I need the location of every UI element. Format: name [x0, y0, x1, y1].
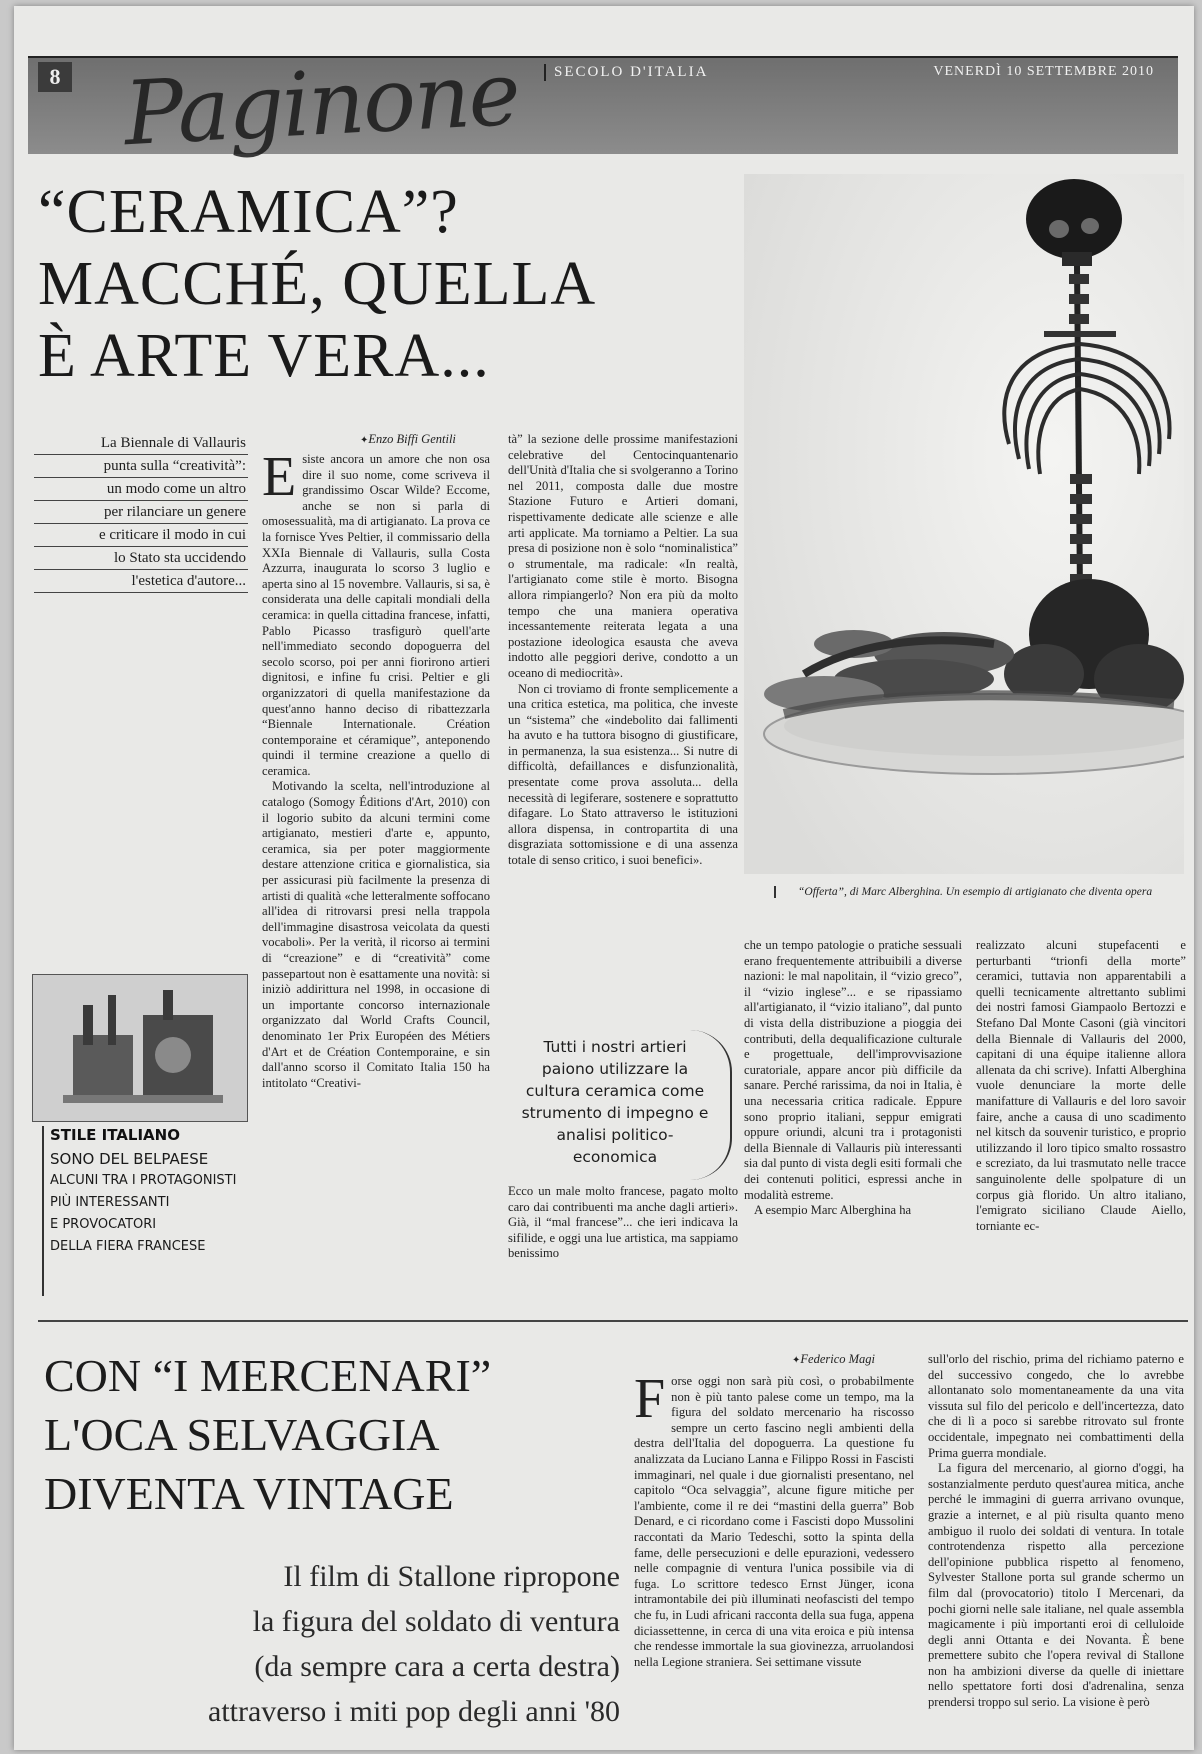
sculpture-photo [744, 174, 1184, 874]
second-article-column-1 [634, 1368, 914, 1670]
article-column-2-tail [508, 1184, 738, 1262]
paragraph: Non ci troviamo di fronte semplicemente a una critica estetica, ma politica, che investe un “sistema” che «indebolito dai fallimenti ha avuto e ha tuttora bisogno di giustificare, in permanenza, la sua esistenza... Si nutre di difficoltà, defaillances e disfunzionalità, presentate come prova assoluta... della necessità di legiferare, sostenere e soprattutto difagare. Lo Stato attraverso le istituzioni allora dispensa, in contropartita di una disgraziata sottomissione e di una assenza totale di senso critico, i suoi benefici». [508, 681, 738, 868]
paragraph: La figura del mercenario, al giorno d'oggi, ha sostanzialmente perduto quest'aurea mitica, anche perché le immagini di guerra arrivano ovunque, grazie a internet, e al più risulta quanto meno ambiguo il ruolo dei soldati di ventura. In totale controtendenza rispetto alla percezione dell'opinione pubblica rispetto al fenomeno, Sylvester Stallone porta sul grande schermo un film dal (provocatorio) titolo I Mercenari, da pochi giorni nelle sale italiane, nel quale assembla magicamente i più importanti eroi di celluloide degli anni Ottanta e dei Novanta. È bene premettere subito che l'opera revival di Stallone non ha ambizioni diverse da quelle di iniettare nello spettatore forti dosi d'adrenalina, senza prendersi troppo sul serio. La visione è però [928, 1461, 1184, 1710]
article-column-3 [744, 938, 962, 1219]
second-article-headline [44, 1346, 624, 1523]
article-byline: ✦ Enzo Biffi Gentili [360, 432, 456, 447]
summary-line: e criticare il modo in cui [34, 524, 248, 547]
issue-date: VENERDÌ 10 SETTEMBRE 2010 [933, 64, 1154, 79]
headline-line: L'OCA SELVAGGIA [44, 1409, 440, 1460]
summary-line: l'estetica d'autore... [34, 570, 248, 593]
second-article-column-2 [928, 1352, 1184, 1711]
deck-line: attraverso i miti pop degli anni '80 [208, 1695, 620, 1728]
article-divider [38, 1320, 1188, 1322]
box-line: DELLA FIERA FRANCESE [50, 1239, 206, 1254]
newspaper-page [14, 6, 1194, 1750]
summary-line: un modo come un altro [34, 478, 248, 501]
article-column-1 [262, 446, 491, 1091]
deck-line: la figura del soldato di ventura [252, 1605, 620, 1638]
headline-line: “CERAMICA”? [38, 178, 459, 246]
headline-line: MACCHÉ, QUELLA [38, 250, 597, 318]
summary-line: lo Stato sta uccidendo [34, 547, 248, 570]
article-column-2 [508, 432, 738, 869]
newspaper-name: SECOLO D'ITALIA [544, 64, 708, 81]
box-title: STILE ITALIANO [50, 1126, 180, 1144]
photo-caption: “Offerta”, di Marc Alberghina. Un esempio di artigianato che diventa opera [774, 886, 1194, 898]
second-article-deck [40, 1554, 620, 1734]
paragraph: Ecco un male molto francese, pagato molto caro dai contribuenti ma anche dagli artieri». Già, il “mal francese”... che ieri indicava la sifilide, e oggi una lue artistica, ma sappiamo benissimo [508, 1184, 738, 1261]
article-summary [34, 432, 248, 593]
article-headline [38, 176, 738, 392]
section-title: Paginone [121, 41, 522, 166]
paragraph: A esempio Marc Alberghina ha [754, 1203, 912, 1218]
headline-line: CON “I MERCENARI” [44, 1350, 492, 1401]
summary-line: punta sulla “creatività”: [34, 455, 248, 478]
article-column-4 [976, 938, 1186, 1234]
summary-line: per rilanciare un genere [34, 501, 248, 524]
paragraph: Motivando la scelta, nell'introduzione al catalogo (Somogy Éditions d'Art, 2010) con il logorio subito da alcuni termini come artigianato, mestieri d'arte e, appunto, ceramica, sia per poter maggiormente destare attenzione critica e giornalistica, sia per assicurasi più facilmente la presenza di artisti di qualità «che letteralmente soffocano all'idea di ritrovarsi presi nella trappola dell'immagine disastrosa veicolata da questi vocaboli». Per la verità, il ricorso ai termini di “creazione” e di “creatività” come passepartout non è esattamente una novità: si iniziò addirittura nel 1998, in occasione di un importante concorso internazionale organizzato dal World Crafts Council, denominato 1er Prix Européen des Métiers d'Art et de Création Contemporaine, e sin dall'anno scorso il Comitato Italia 150 ha intitolato “Creativi- [262, 779, 490, 1090]
box-line: E PROVOCATORI [50, 1217, 157, 1232]
deck-line: (da sempre cara a certa destra) [254, 1650, 620, 1683]
box-rule [42, 1126, 44, 1296]
box-line: PIÙ INTERESSANTI [50, 1195, 170, 1210]
summary-line: La Biennale di Vallauris [34, 432, 248, 455]
pull-quote: Tutti i nostri artieri paiono utilizzare la cultura ceramica come strumento di impegno e analisi politico-economica [521, 1038, 709, 1166]
paragraph: sull'orlo del rischio, prima del richiamo paterno e del successivo congedo, che lo avrebbe allontanato solo momentaneamente da una vita vissuta sul filo del pericolo e dell'incertezza, dato che di lì a poco si sarebbe ritrovato sul fronte occidentale, impegnato nei combattimenti della Prima guerra mondiale. [928, 1352, 1184, 1460]
paragraph: tà” la sezione delle prossime manifestazioni celebrative del Centocinquantenario dell'Unità d'Italia che si svolgeranno a Torino nel 2011, composta dalle due mostre Stazione Futuro e Artieri domani, rispettivamente dedicate alle scienze e alle arti applicate. Ma torniamo a Peltier. La sua presa di posizione non è solo “nominalistica” o strumentale, ma radicale: «In realtà, l'artigianato come stile è morto. Bisogna allora rimpiangerlo? Non era più da molto tempo che una maniera operativa incessantemente reiterata legata a una postazione ideologica esausta che aveva indotto alle peggiori derive, condotto a un oceano di mediocrità». [508, 432, 738, 680]
page-number: 8 [38, 62, 72, 92]
ceramic-artwork-photo [32, 974, 248, 1122]
headline-line: DIVENTA VINTAGE [44, 1468, 454, 1519]
drop-cap: E [262, 446, 297, 508]
paragraph: orse oggi non sarà più così, o probabilmente non è più tanto palese come un tempo, ma la figura del soldato mercenario ha riscosso sempre un certo fascino negli ambienti della destra dell'Italia del dopoguerra. La questione fu analizzata da Luciano Lanna e Filippo Rossi in Fascisti immaginari, nel quale i due giornalisti presentano, nel capitolo “Oca selvaggia”, alcune figure mitiche per l'ambiente, come il re dei “mastini della guerra” Bob Denard, e ci ricordano come i Fascisti dopo Mussolini raccontati da Mario Tedeschi, sotto la spinta della fame, delle persecuzioni e delle epurazioni, vedessero nelle compagnie di ventura l'unica possibile via di fuga. Lo scrittore tedesco Ernst Jünger, icona intramontabile dei più illuminati neofascisti del tempo che fu, in Ludi africani racconta della sua fuga, appena diciassettenne, in cerca di una vita eroica e più intensa che rendesse immortale la sua giovinezza, arruolandosi nella Legione straniera. Sei settimane vissute [634, 1374, 914, 1669]
drop-cap: F [634, 1368, 666, 1430]
box-line: SONO DEL BELPAESE [50, 1150, 209, 1168]
headline-line: È ARTE VERA... [38, 322, 490, 390]
photo-box-caption [50, 1126, 260, 1258]
paragraph: realizzato alcuni stupefacenti e perturbanti “trionfi della morte” ceramici, tuttavia non apparentabili a quelli tecnicamente altrettanto sublimi dei nostri famosi Giampaolo Bertozzi e Stefano Dal Monte Casoni (già vincitori della Biennale di Vallauris del 2000, capitani di una équipe italienne allora allenata da chi scrive). Infatti Alberghina vuole denunciare la morte delle manifatture di Vallauris e del loro savoir faire, anche a causa di uno scadimento nel kitsch da souvenir turistico, e proprio utilizzando il loro tipico smalto rossastro e screziato, da lui trasmutato nelle tracce sanguinolente delle spolpature di un corpus già florido. Un altro italiano, l'emigrato siciliano Claude Aiello, torniante ec- [976, 938, 1186, 1233]
box-line: ALCUNI TRA I PROTAGONISTI [50, 1173, 237, 1188]
paragraph: che un tempo patologie o pratiche sessuali erano frequentemente attribuibili a diverse nazioni: le mal napolitain, il “vizio greco”, il “vizio inglese”... e se ripassiamo all'artigianato, il “vizio italiano”, dal punto di vista della distribuzione a pioggia dei contributi, della dequalificazione culturale e progettuale, dell'improvvisazione curatoriale, appare ancor più difficile da sanare. Perché rarissima, da noi in Italia, è una necessaria critica radicale. Eppure sono proprio italiani, seppur emigrati oppure oriundi, alcuni tra i protagonisti della Biennale di Vallauris più interessanti sia dal punto di vista degli esiti formali che dei contenuti politici, espressi anche in modalità estreme. [744, 938, 962, 1202]
second-article-byline: ✦ Federico Magi [792, 1352, 875, 1367]
deck-line: Il film di Stallone ripropone [283, 1560, 620, 1593]
paragraph: siste ancora un amore che non osa dire il suo nome, come scriveva il grandissimo Oscar Wilde? Eccome, anche se non si parla di omosessualità, ma di artigianato. La prova ce la fornisce Yves Peltier, il commissario della XXIa Biennale di Vallauris, sulla Costa Azzurra, inaugurata lo scorso 3 luglio e aperta sino al 15 novembre. Vallauris, si sa, è considerata una delle capitali mondiali della ceramica: in quella cittadina francese, infatti, Pablo Picasso trasfigurò quell'arte nell'immediato secondo dopoguerra del secolo scorso, poi per anni fiorirono artieri dignitosi, e infine fu crisi. Peltier e gli organizzatori di quella manifestazione da quest'anno hanno deciso di ribattezzarla “Biennale Internationale. Création contemporaine et céramique”, anteponendo quindi il termine creazione a quello di ceramica. [262, 452, 491, 778]
